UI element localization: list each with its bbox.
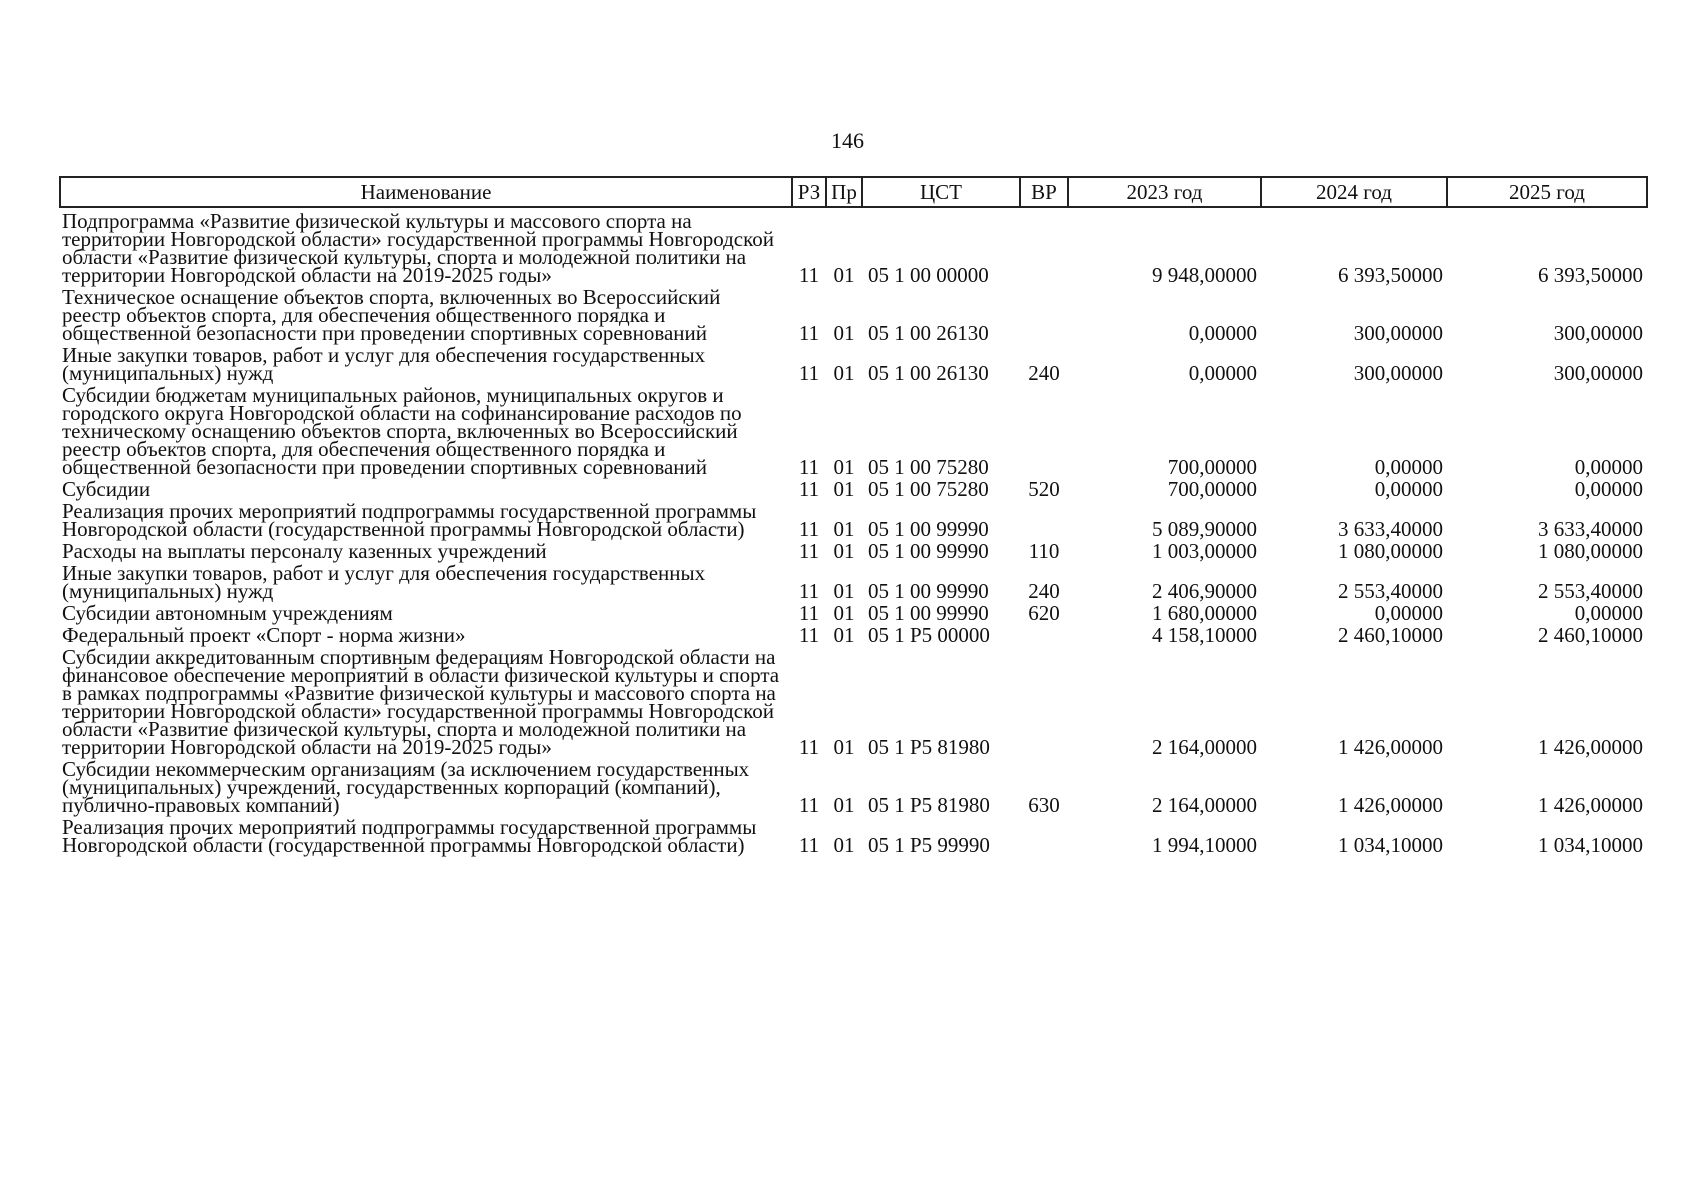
row-vr <box>1020 644 1068 756</box>
row-rz: 11 <box>798 263 820 287</box>
row-2025: 1 426,00000 <box>1538 735 1643 759</box>
row-pr: 01 <box>833 579 855 603</box>
row-2025: 3 633,40000 <box>1538 517 1643 541</box>
row-2025: 300,00000 <box>1553 361 1643 385</box>
table-row <box>60 342 1647 382</box>
row-2023: 700,00000 <box>1167 477 1257 501</box>
row-cst: 05 1 00 99990 <box>868 601 989 625</box>
row-2025: 300,00000 <box>1553 321 1643 345</box>
row-2024: 300,00000 <box>1353 321 1443 345</box>
row-name: Иные закупки товаров, работ и услуг для обеспечения государственных (муниципальных) нужд <box>62 343 706 385</box>
row-2025: 2 553,40000 <box>1538 579 1643 603</box>
table-row <box>60 382 1647 476</box>
table-row <box>60 560 1647 600</box>
row-rz: 11 <box>798 455 820 479</box>
row-2024: 1 426,00000 <box>1338 735 1443 759</box>
row-2024: 1 426,00000 <box>1338 793 1443 817</box>
row-2024: 0,00000 <box>1374 601 1443 625</box>
row-name: Субсидии бюджетам муниципальных районов, муниципальных округов и городского округа Новгородской области на софинансирование расходов по техническому оснащению объектов спорта, включенных во Всероссийский реестр объектов спорта, для обеспечения общественного порядка и общественной безопасности при проведении спортивных соревнований <box>62 383 742 479</box>
row-pr: 01 <box>833 833 855 857</box>
row-cst: 05 1 P5 00000 <box>868 623 990 647</box>
header-2024: 2024 год <box>1261 177 1447 207</box>
table-header <box>60 177 1647 207</box>
row-name: Субсидии автономным учреждениям <box>62 601 393 625</box>
header-rz: РЗ <box>792 177 826 207</box>
row-rz: 11 <box>798 793 820 817</box>
row-cst: 05 1 00 99990 <box>868 517 989 541</box>
row-cst: 05 1 00 99990 <box>868 539 989 563</box>
table-row <box>60 498 1647 538</box>
row-2023: 1 680,00000 <box>1152 601 1257 625</box>
row-2025: 6 393,50000 <box>1538 263 1643 287</box>
table-row <box>60 207 1647 284</box>
row-2025: 0,00000 <box>1574 601 1643 625</box>
row-cst: 05 1 00 00000 <box>868 263 989 287</box>
row-2024: 2 460,10000 <box>1338 623 1443 647</box>
row-pr: 01 <box>833 793 855 817</box>
row-2023: 1 994,10000 <box>1152 833 1257 857</box>
row-2024: 6 393,50000 <box>1338 263 1443 287</box>
header-pr: Пр <box>826 177 862 207</box>
row-2023: 9 948,00000 <box>1152 263 1257 287</box>
table-row <box>60 476 1647 498</box>
row-rz: 11 <box>798 517 820 541</box>
header-2023: 2023 год <box>1068 177 1261 207</box>
row-name: Подпрограмма «Развитие физической культуры и массового спорта на территории Новгородской области» государственной программы Новгородской области «Развитие физической культуры, спорта и молодежной политики на территории Новгородской области на 2019-2025 годы» <box>62 209 774 287</box>
row-2025: 0,00000 <box>1574 477 1643 501</box>
row-name: Расходы на выплаты персоналу казенных учреждений <box>62 539 547 563</box>
row-rz: 11 <box>798 735 820 759</box>
row-2023: 2 406,90000 <box>1152 579 1257 603</box>
row-vr: 630 <box>1028 793 1060 817</box>
header-vr: ВР <box>1020 177 1068 207</box>
row-2024: 1 080,00000 <box>1338 539 1443 563</box>
header-cst: ЦСТ <box>862 177 1020 207</box>
row-2023: 4 158,10000 <box>1152 623 1257 647</box>
header-name: Наименование <box>60 177 792 207</box>
row-2025: 0,00000 <box>1574 455 1643 479</box>
row-cst: 05 1 P5 81980 <box>868 793 990 817</box>
page-number: 146 <box>831 128 864 153</box>
row-2024: 0,00000 <box>1374 477 1443 501</box>
row-2023: 2 164,00000 <box>1152 735 1257 759</box>
budget-table <box>59 176 1648 857</box>
row-cst: 05 1 00 26130 <box>868 361 989 385</box>
row-rz: 11 <box>798 321 820 345</box>
row-name: Реализация прочих мероприятий подпрограммы государственной программы Новгородской области (государственной программы Новгородской области) <box>62 499 757 541</box>
row-2023: 1 003,00000 <box>1152 539 1257 563</box>
row-vr: 240 <box>1028 579 1060 603</box>
row-2023: 0,00000 <box>1188 361 1257 385</box>
row-2023: 0,00000 <box>1188 321 1257 345</box>
row-pr: 01 <box>833 361 855 385</box>
row-vr <box>1020 814 1068 854</box>
row-2025: 1 034,10000 <box>1538 833 1643 857</box>
table-body <box>60 207 1647 857</box>
row-2024: 300,00000 <box>1353 361 1443 385</box>
row-pr: 01 <box>833 601 855 625</box>
row-rz: 11 <box>798 361 820 385</box>
row-2023: 5 089,90000 <box>1152 517 1257 541</box>
row-name: Субсидии аккредитованным спортивным федерациям Новгородской области на финансовое обеспечение мероприятий в области физической культуры и спорта в рамках подпрограммы «Развитие физической культуры и массового спорта на территории Новгородской области» государственной программы Новгородской области «Развитие физической культуры, спорта и молодежной политики на территории Новгородской области на 2019-2025 годы» <box>62 645 780 759</box>
row-pr: 01 <box>833 623 855 647</box>
table-row <box>60 284 1647 342</box>
row-2024: 2 553,40000 <box>1338 579 1443 603</box>
row-name: Реализация прочих мероприятий подпрограммы государственной программы Новгородской области (государственной программы Новгородской области) <box>62 815 757 857</box>
row-pr: 01 <box>833 735 855 759</box>
row-name: Субсидии некоммерческим организациям (за исключением государственных (муниципальных) учреждений, государственных корпораций (компаний), публично-правовых компаний) <box>62 757 750 817</box>
row-vr <box>1020 622 1068 644</box>
row-pr: 01 <box>833 477 855 501</box>
row-pr: 01 <box>833 263 855 287</box>
row-vr: 110 <box>1028 539 1060 563</box>
row-2025: 1 426,00000 <box>1538 793 1643 817</box>
row-2025: 2 460,10000 <box>1538 623 1643 647</box>
row-2024: 1 034,10000 <box>1338 833 1443 857</box>
row-vr: 620 <box>1028 601 1060 625</box>
row-name: Иные закупки товаров, работ и услуг для обеспечения государственных (муниципальных) нужд <box>62 561 706 603</box>
row-rz: 11 <box>798 623 820 647</box>
table-row <box>60 600 1647 622</box>
header-2025: 2025 год <box>1447 177 1647 207</box>
row-cst: 05 1 P5 81980 <box>868 735 990 759</box>
row-2025: 1 080,00000 <box>1538 539 1643 563</box>
row-name: Федеральный проект «Спорт - норма жизни» <box>62 623 466 647</box>
row-2023: 2 164,00000 <box>1152 793 1257 817</box>
table-row <box>60 644 1647 756</box>
row-2024: 0,00000 <box>1374 455 1443 479</box>
row-vr: 520 <box>1028 477 1060 501</box>
row-vr: 240 <box>1028 361 1060 385</box>
row-cst: 05 1 P5 99990 <box>868 833 990 857</box>
row-cst: 05 1 00 26130 <box>868 321 989 345</box>
row-cst: 05 1 00 75280 <box>868 477 989 501</box>
row-rz: 11 <box>798 539 820 563</box>
row-2023: 700,00000 <box>1167 455 1257 479</box>
row-rz: 11 <box>798 579 820 603</box>
row-vr <box>1020 498 1068 538</box>
row-pr: 01 <box>833 321 855 345</box>
table-row <box>60 814 1647 854</box>
row-vr <box>1020 382 1068 476</box>
row-vr <box>1020 207 1068 284</box>
table-row <box>60 538 1647 560</box>
table-row <box>60 622 1647 644</box>
row-cst: 05 1 00 75280 <box>868 455 989 479</box>
row-pr: 01 <box>833 517 855 541</box>
row-pr: 01 <box>833 539 855 563</box>
row-name: Техническое оснащение объектов спорта, включенных во Всероссийский реестр объектов спорта, для обеспечения общественного порядка и общественной безопасности при проведении спортивных соревнований <box>62 285 721 345</box>
row-rz: 11 <box>798 477 820 501</box>
row-rz: 11 <box>798 833 820 857</box>
row-cst: 05 1 00 99990 <box>868 579 989 603</box>
row-2024: 3 633,40000 <box>1338 517 1443 541</box>
row-rz: 11 <box>798 601 820 625</box>
row-pr: 01 <box>833 455 855 479</box>
row-vr <box>1020 284 1068 342</box>
table-row <box>60 756 1647 814</box>
row-name: Субсидии <box>62 477 151 501</box>
